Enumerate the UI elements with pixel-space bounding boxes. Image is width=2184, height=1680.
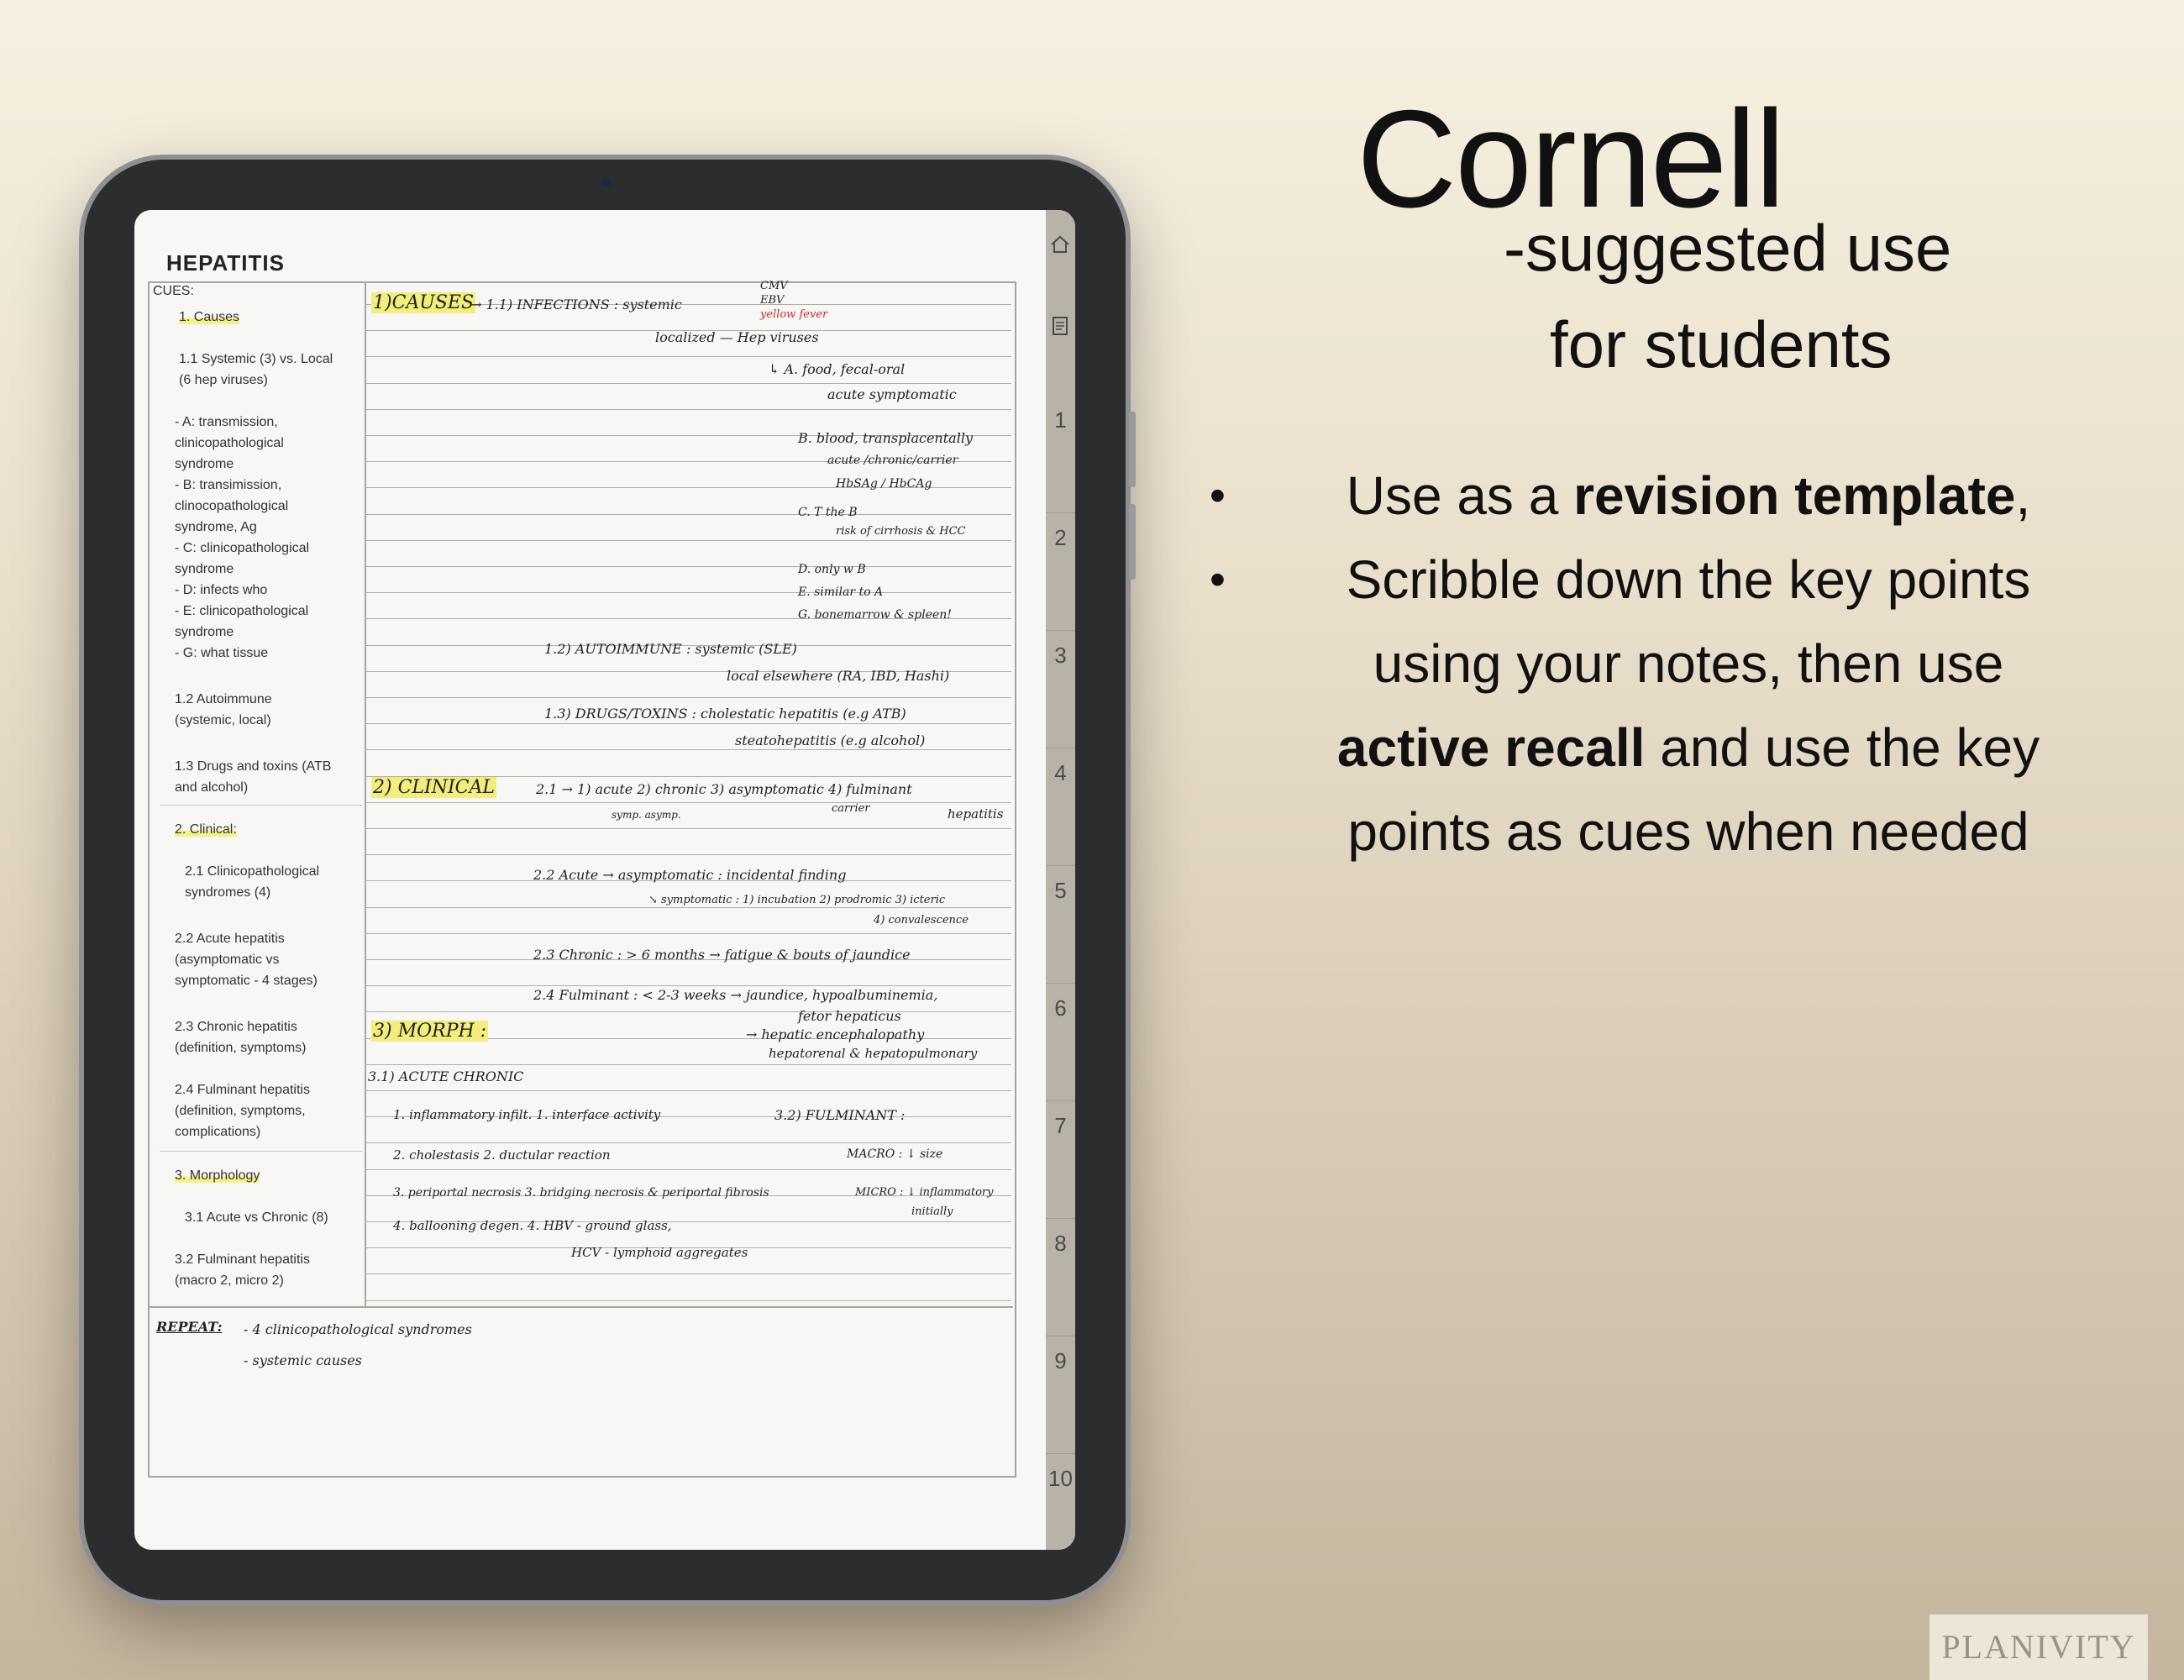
note-text: local elsewhere (RA, IBD, Hashi) — [727, 668, 950, 684]
bullet-item: • Scribble down the key points — [1201, 538, 2142, 622]
note-text: E. similar to A — [798, 585, 884, 599]
page-title: Cornell — [1357, 81, 1784, 236]
home-icon[interactable] — [1049, 234, 1071, 255]
note-text: hepatorenal & hepatopulmonary — [769, 1046, 978, 1061]
note-text: 4) convalescence — [874, 914, 969, 927]
tablet-screen — [134, 210, 1075, 1550]
note-title: HEPATITIS — [166, 250, 285, 276]
note-text: → 1.1) INFECTIONS : systemic — [470, 297, 682, 312]
cue-item: - A: transmission, clinicopathological syndrome - B: transimission, clinocopathological syndrome, Ag - C: clinicopathological syndrome - D: infects who - E: clinicopathological syndrome - G: what tissue — [175, 415, 310, 660]
page-tab[interactable]: 5 — [1046, 865, 1075, 984]
note-text: 2.1 → 1) acute 2) chronic 3) asymptomatic 4) fulminant — [536, 781, 912, 797]
note-text: risk of cirrhosis & HCC — [836, 525, 966, 538]
bullet-line: points as cues when needed — [1347, 801, 2029, 862]
brand-watermark: PLANIVITY — [1929, 1614, 2148, 1680]
note-text: 1.3) DRUGS/TOXINS : cholestatic hepatitis (e.g ATB) — [544, 706, 906, 722]
ruled-line — [366, 697, 1011, 698]
note-heading: 2) CLINICAL — [373, 777, 495, 798]
notes-icon[interactable] — [1049, 315, 1071, 337]
cue-item: 1.1 Systemic (3) vs. Local (6 hep viruses) — [179, 352, 333, 387]
ruled-line — [366, 723, 1011, 724]
feature-bullets — [1201, 454, 2142, 874]
cue-item: 2. Clinical: — [175, 822, 237, 837]
page-tab[interactable]: 6 — [1046, 983, 1075, 1101]
cue-item: 3.2 Fulminant hepatitis (macro 2, micro 2) — [175, 1252, 310, 1288]
page-subtitle: -suggested use — [1504, 211, 1952, 285]
note-text: fetor hepaticus — [798, 1008, 901, 1024]
page-tab[interactable]: 3 — [1046, 630, 1075, 748]
ruled-line — [366, 1011, 1011, 1012]
ruled-line — [366, 1090, 1011, 1091]
note-text: G. bonemarrow & spleen! — [798, 608, 952, 622]
ruled-line — [366, 1273, 1011, 1274]
volume-button — [1129, 504, 1136, 580]
ruled-line — [366, 592, 1011, 593]
repeat-label: REPEAT: — [156, 1319, 223, 1335]
ruled-line — [366, 540, 1011, 541]
bullet-line: using your notes, then use — [1373, 633, 2004, 694]
volume-button — [1129, 412, 1136, 487]
ruled-line — [366, 1300, 1011, 1301]
bullet-dot-icon: • — [1210, 470, 1226, 521]
cue-item: 3. Morphology — [175, 1168, 260, 1183]
ruled-line — [366, 854, 1011, 855]
page-tab[interactable]: 2 — [1046, 512, 1075, 631]
note-text: localized — Hep viruses — [655, 329, 819, 345]
ruled-line — [366, 1169, 1011, 1170]
ruled-line — [366, 1064, 1011, 1065]
page-tab[interactable]: 4 — [1046, 748, 1075, 866]
note-text: 1.2) AUTOIMMUNE : systemic (SLE) — [544, 641, 797, 657]
note-text: initially — [911, 1205, 953, 1218]
ruled-line — [366, 566, 1011, 567]
note-text: 2.4 Fulminant : < 2-3 weeks → jaundice, hypoalbuminemia, — [533, 987, 938, 1003]
page-tab[interactable]: 7 — [1046, 1100, 1075, 1219]
cue-item: 2.3 Chronic hepatitis (definition, symptoms) — [175, 1020, 307, 1055]
ruled-line — [366, 383, 1011, 384]
repeat-item: - systemic causes — [244, 1352, 362, 1368]
note-heading: 3) MORPH : — [373, 1021, 487, 1042]
note-text: MACRO : ↓ size — [847, 1147, 943, 1161]
note-text: D. only w B — [798, 563, 866, 576]
note-text: 2.3 Chronic : > 6 months → fatigue & bouts of jaundice — [533, 947, 911, 963]
ruled-line — [366, 933, 1011, 934]
ruled-line — [366, 749, 1011, 750]
bullet-item: • Use as a revision template, — [1201, 454, 2142, 538]
cue-item: 1.2 Autoimmune (systemic, local) — [175, 692, 272, 727]
cue-item: 2.1 Clinicopathological syndromes (4) — [185, 864, 320, 900]
tablet-device — [84, 160, 1126, 1600]
page-tab[interactable]: 8 — [1046, 1218, 1075, 1336]
note-text: 3.1) ACUTE CHRONIC — [368, 1068, 524, 1084]
ruled-line — [366, 1142, 1011, 1143]
note-text: ↘ symptomatic : 1) incubation 2) prodromic 3) icteric — [648, 894, 946, 906]
cue-item: 2.4 Fulminant hepatitis (definition, symptoms, complications) — [175, 1083, 310, 1139]
cue-item: 1.3 Drugs and toxins (ATB and alcohol) — [175, 759, 332, 795]
ruled-line — [366, 907, 1011, 908]
ruled-line — [366, 802, 1011, 803]
note-text: MICRO : ↓ inflammatory — [855, 1186, 994, 1199]
note-text: hepatitis — [948, 806, 1004, 822]
cue-item: 1. Causes — [179, 310, 240, 324]
repeat-item: - 4 clinicopathological syndromes — [244, 1321, 472, 1337]
note-text: 2.2 Acute → asymptomatic : incidental finding — [533, 867, 847, 883]
note-text: B. blood, transplacentally — [798, 430, 973, 446]
note-text: carrier — [832, 802, 870, 815]
page-tab[interactable]: 9 — [1046, 1336, 1075, 1454]
summary-divider — [148, 1306, 1013, 1308]
front-camera — [602, 178, 612, 187]
note-text: 4. ballooning degen. 4. HBV - ground glass, — [393, 1218, 672, 1233]
page-tab[interactable]: 10 — [1046, 1453, 1075, 1550]
note-text: EBV — [760, 294, 785, 307]
note-text: C. T the B — [798, 506, 858, 519]
note-text: 3.2) FULMINANT : — [774, 1107, 906, 1123]
note-text: HCV - lymphoid aggregates — [571, 1245, 748, 1260]
bullet-dot-icon: • — [1210, 554, 1226, 605]
cues-label: CUES: — [153, 284, 194, 298]
note-text: acute /chronic/carrier — [827, 454, 958, 467]
note-text: steatohepatitis (e.g alcohol) — [735, 732, 926, 748]
note-text: → hepatic encephalopathy — [746, 1026, 925, 1042]
page-tab[interactable]: 1 — [1046, 395, 1075, 513]
note-text: ↳ A. food, fecal-oral — [769, 361, 906, 377]
ruled-line — [366, 356, 1011, 357]
note-text: CMV — [760, 280, 788, 292]
ruled-line — [366, 409, 1011, 410]
cue-item: 2.2 Acute hepatitis (asymptomatic vs symptomatic - 4 stages) — [175, 932, 318, 988]
page-tab-strip — [1046, 210, 1075, 1550]
bullet-line: active recall and use the key — [1336, 717, 2040, 778]
ruled-line — [366, 828, 1011, 829]
page-subtitle: for students — [1550, 307, 1893, 381]
note-text: acute symptomatic — [827, 386, 957, 402]
cue-divider — [160, 805, 363, 806]
note-text: yellow fever — [760, 308, 828, 321]
cue-divider — [160, 1151, 363, 1152]
ruled-line — [366, 514, 1011, 515]
note-text: 2. cholestasis 2. ductular reaction — [393, 1147, 611, 1163]
cue-item: 3.1 Acute vs Chronic (8) — [185, 1210, 328, 1225]
note-text: HbSAg / HbCAg — [836, 477, 932, 491]
note-heading: 1)CAUSES — [373, 292, 475, 313]
note-text: 1. inflammatory infilt. 1. interface activity — [393, 1107, 661, 1122]
note-text: 3. periportal necrosis 3. bridging necrosis & periportal fibrosis — [393, 1186, 769, 1200]
note-text: symp. asymp. — [612, 809, 681, 821]
